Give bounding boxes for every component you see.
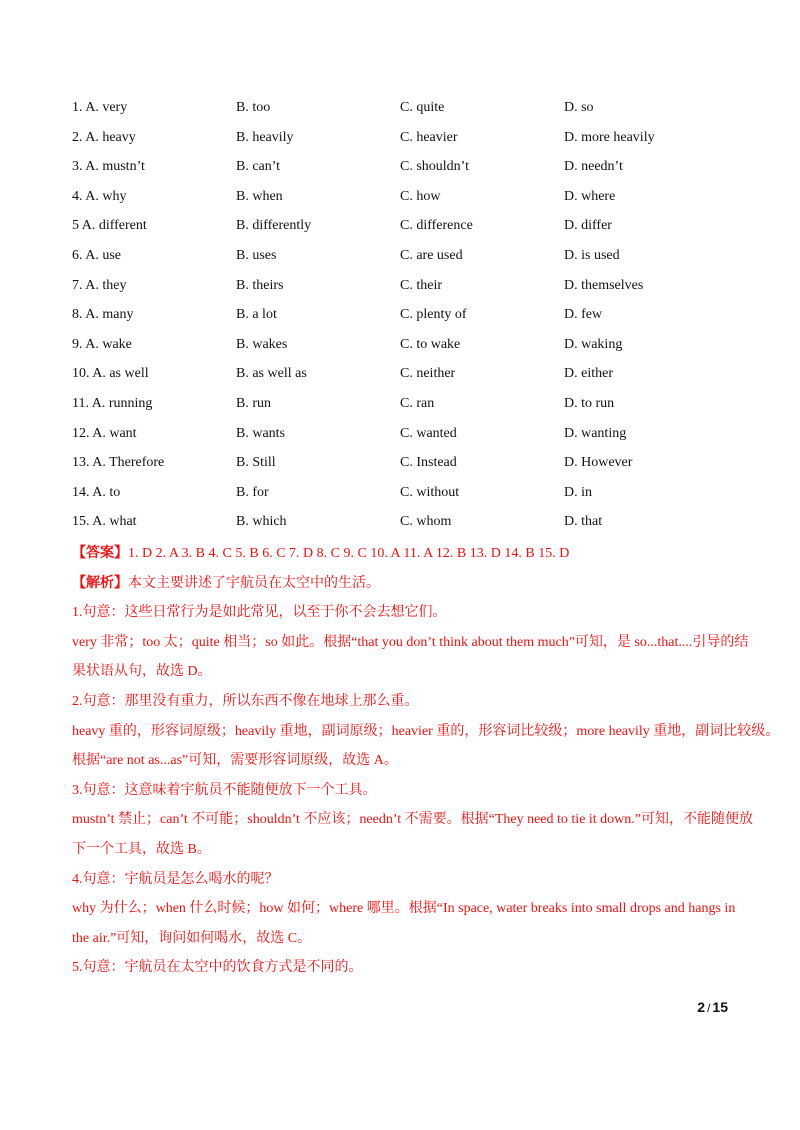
answer-line (72, 539, 740, 569)
option-d: D. differ (564, 218, 612, 234)
option-c: C. are used (400, 247, 463, 263)
option-a: 14. A. to (72, 484, 121, 500)
option-d: D. more heavily (564, 129, 655, 145)
answer-label: 【答案】 (72, 546, 128, 561)
option-a: 5 A. different (72, 218, 147, 234)
option-a: 9. A. wake (72, 336, 132, 352)
answer-key: 1. D 2. A 3. B 4. C 5. B 6. C 7. D 8. C 9. C 10. A 11. A 12. B 13. D 14. B 15. D (128, 546, 570, 561)
option-d: D. needn’t (564, 159, 623, 175)
option-c: C. without (400, 484, 460, 500)
option-b: B. too (236, 100, 271, 115)
question-row (72, 451, 752, 481)
option-a: 13. A. Therefore (72, 455, 165, 471)
answer-analysis (72, 539, 780, 983)
option-b: B. wants (236, 425, 285, 441)
analysis-line: mustn’t 禁止；can’t 不可能；shouldn’t 不应该；needn’t 不需要。根据“They need to tie it down.”可知，不能随便放 (72, 812, 754, 828)
analysis-line: heavy 重的，形容词原级；heavily 重地，副词原级；heavier 重的，形容词比较级；more heavily 重地，副词比较级。 (72, 723, 780, 739)
question-row (72, 303, 752, 333)
option-b: B. heavily (236, 129, 294, 145)
option-c: C. wanted (400, 425, 457, 441)
option-d: D. in (564, 484, 592, 500)
option-c: C. quite (400, 100, 445, 115)
option-b: B. a lot (236, 307, 277, 323)
question-row (72, 214, 752, 244)
analysis-line: 4.句意：宇航员是怎么喝水的呢？ (72, 871, 279, 887)
option-a: 12. A. want (72, 425, 137, 441)
question-row (72, 510, 752, 540)
option-b: B. uses (236, 247, 277, 263)
analysis-line: 2.句意：那里没有重力，所以东西不像在地球上那么重。 (72, 693, 419, 709)
option-a: 15. A. what (72, 514, 137, 530)
analysis-line: 3.句意：这意味着宇航员不能随便放下一个工具。 (72, 782, 377, 798)
option-d: D. either (564, 366, 613, 382)
question-row (72, 155, 752, 185)
option-a: 11. A. running (72, 395, 153, 411)
option-c: C. difference (400, 218, 473, 234)
option-d: D. that (564, 514, 603, 530)
option-b: B. when (236, 188, 283, 204)
analysis-line: 根据“are not as...as”可知，需要形容词原级，故选 A。 (72, 753, 398, 769)
option-d: D. where (564, 188, 616, 204)
option-b: B. as well as (236, 366, 307, 382)
analysis-intro-line (72, 569, 740, 599)
option-a: 7. A. they (72, 277, 127, 293)
option-a: 3. A. mustn’t (72, 159, 145, 175)
option-b: B. for (236, 484, 269, 500)
option-a: 8. A. many (72, 307, 134, 323)
analysis-label: 【解析】 (72, 575, 128, 591)
question-row (72, 362, 752, 392)
question-row (72, 481, 752, 511)
option-a: 10. A. as well (72, 366, 149, 382)
option-d: D. wanting (564, 425, 627, 441)
analysis-line: 下一个工具，故选 B。 (72, 841, 211, 857)
option-c: C. their (400, 277, 442, 293)
option-b: B. run (236, 395, 271, 411)
option-d: D. themselves (564, 277, 644, 293)
analysis-line: 1.句意：这些日常行为是如此常见，以至于你不会去想它们。 (72, 605, 447, 621)
question-row (72, 422, 752, 452)
option-c: C. ran (400, 395, 435, 411)
option-d: D. few (564, 307, 603, 323)
option-c: C. Instead (400, 455, 457, 471)
question-row (72, 274, 752, 304)
option-d: D. is used (564, 247, 620, 263)
page-current: 2 (697, 999, 706, 1015)
option-a: 6. A. use (72, 247, 121, 263)
option-c: C. plenty of (400, 307, 467, 323)
option-c: C. to wake (400, 336, 461, 352)
option-b: B. differently (236, 218, 312, 234)
option-d: D. so (564, 100, 594, 115)
option-b: B. can’t (236, 159, 281, 175)
option-c: C. heavier (400, 129, 458, 145)
analysis-intro: 本文主要讲述了宇航员在太空中的生活。 (128, 575, 380, 591)
question-row (72, 333, 752, 363)
option-d: D. to run (564, 395, 615, 411)
option-d: D. waking (564, 336, 623, 352)
page-separator: / (707, 1001, 711, 1015)
option-a: 2. A. heavy (72, 129, 136, 145)
option-b: B. Still (236, 455, 276, 471)
analysis-line: very 非常；too 太；quite 相当；so 如此。根据“that you don’t think about them much”可知，是 so...that....引导的结 (72, 634, 749, 650)
option-c: C. whom (400, 514, 452, 530)
question-row (72, 392, 752, 422)
option-c: C. how (400, 188, 441, 204)
page-total: 15 (712, 999, 728, 1015)
option-b: B. theirs (236, 277, 284, 293)
option-b: B. which (236, 514, 287, 530)
question-row (72, 96, 752, 126)
analysis-line: why 为什么；when 什么时候；how 如何；where 哪里。根据“In space, water breaks into small drops and hangs in (72, 901, 736, 917)
option-b: B. wakes (236, 336, 288, 352)
page-number (697, 999, 728, 1015)
question-options (72, 96, 752, 540)
analysis-line: 5.句意：宇航员在太空中的饮食方式是不同的。 (72, 960, 363, 976)
option-c: C. shouldn’t (400, 159, 469, 175)
question-row (72, 126, 752, 156)
option-a: 1. A. very (72, 100, 128, 115)
question-row (72, 185, 752, 215)
analysis-line: the air.”可知，询问如何喝水，故选 C。 (72, 930, 312, 946)
option-d: D. However (564, 455, 633, 471)
option-c: C. neither (400, 366, 456, 382)
option-a: 4. A. why (72, 188, 127, 204)
analysis-line: 果状语从句，故选 D。 (72, 664, 212, 680)
question-row (72, 244, 752, 274)
